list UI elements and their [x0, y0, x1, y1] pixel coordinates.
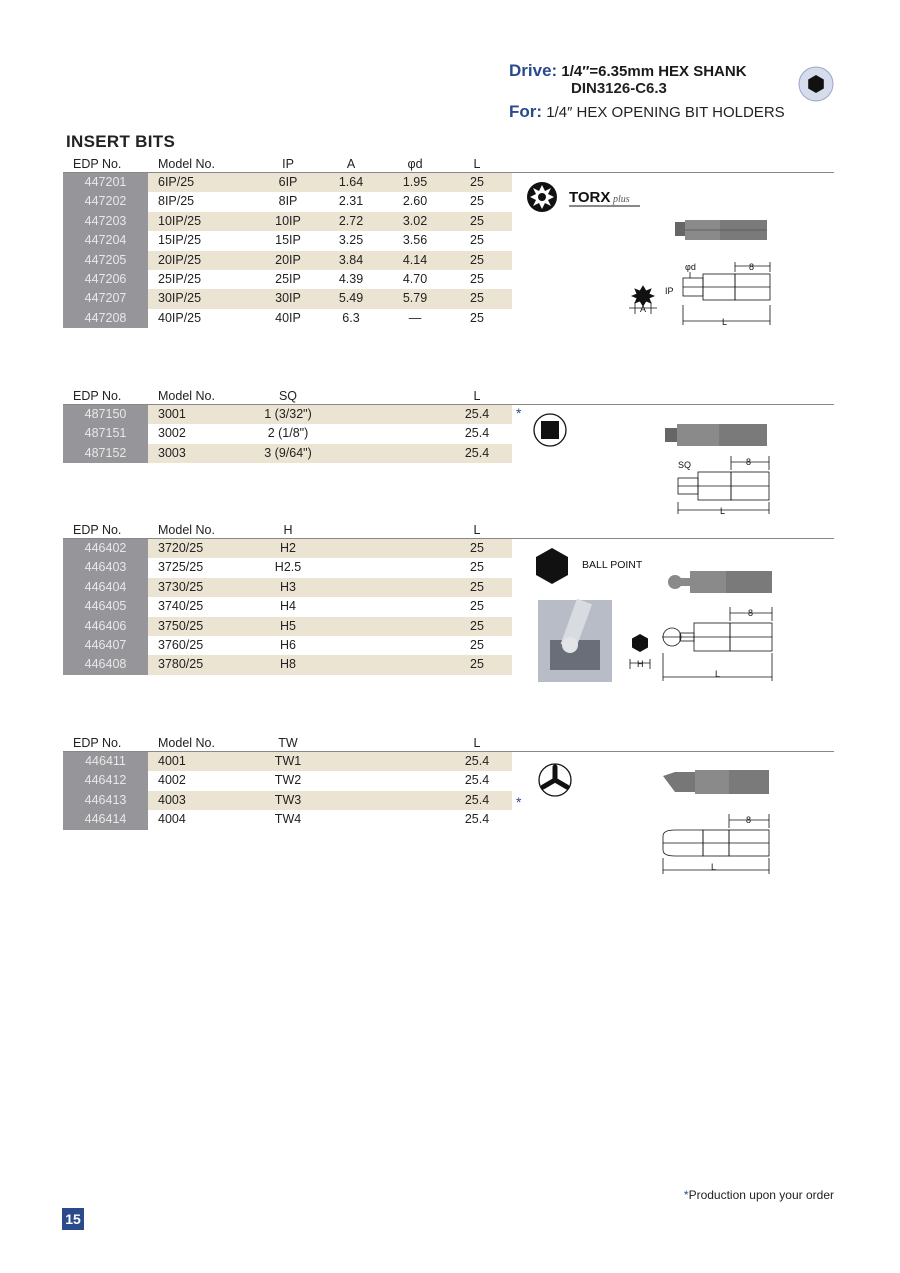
ip-cell: 40IP: [275, 310, 301, 325]
table-row: [63, 173, 512, 192]
a-cell: 2.72: [338, 213, 364, 228]
edp-cell: 446414: [63, 810, 148, 829]
l-cell: 25: [470, 310, 484, 325]
col-edp: EDP No.: [73, 389, 122, 403]
col-model: Model No.: [158, 523, 215, 537]
edp-cell: 447206: [63, 270, 148, 289]
ip-cell: 10IP: [275, 213, 301, 228]
edp-cell: 447203: [63, 212, 148, 231]
h-cell: H4: [280, 599, 296, 614]
hex-bit-figure: [530, 545, 785, 685]
phid-cell: 3.56: [402, 233, 428, 248]
a-cell: 4.39: [338, 271, 364, 286]
col-edp: EDP No.: [73, 736, 122, 750]
phid-cell: 1.95: [402, 175, 428, 189]
h-cell: H5: [280, 618, 296, 633]
l-cell: 25.4: [464, 812, 490, 827]
edp-cell: 446403: [63, 558, 148, 577]
a-cell: 3.84: [338, 252, 364, 267]
l-cell: 25: [470, 599, 484, 614]
l-cell: 25: [470, 291, 484, 306]
h-cell: H8: [280, 657, 296, 672]
dim-l: L: [722, 317, 728, 327]
footnote-text: Production upon your order: [688, 1188, 834, 1202]
table-row: [63, 424, 512, 443]
a-cell: 6.3: [342, 310, 360, 325]
ip-cell: 8IP: [278, 194, 298, 209]
ip-cell: 6IP: [278, 175, 298, 189]
edp-cell: 446413: [63, 791, 148, 810]
col-model: Model No.: [158, 157, 215, 171]
table-row: [63, 539, 512, 558]
col-phid: φd: [407, 157, 423, 171]
tw-cell: TW4: [274, 812, 302, 827]
dim-l: L: [711, 862, 717, 872]
hex-bit-photo-icon: [668, 571, 772, 593]
table-header: [63, 521, 834, 539]
dim-eight: 8: [748, 608, 754, 618]
dim-phi-d: φd: [685, 262, 696, 272]
triwing-bit-photo-icon: [663, 770, 769, 794]
torx-logo-icon: [527, 182, 557, 212]
model-cell: 3740/25: [158, 599, 204, 614]
edp-cell: 487151: [63, 424, 148, 443]
col-edp: EDP No.: [73, 157, 122, 171]
torx-bit-photo-icon: [675, 220, 767, 240]
dim-h: H: [637, 659, 644, 669]
dim-l: L: [715, 669, 721, 679]
model-cell: 4001: [158, 754, 186, 768]
page-number: 15: [62, 1208, 84, 1230]
footnote-star: *: [683, 1188, 689, 1202]
section-title: INSERT BITS: [66, 132, 176, 151]
l-cell: 25.4: [464, 754, 490, 768]
drive-value-2: DIN3126-C6.3: [571, 80, 667, 97]
square-bit-photo-icon: [665, 424, 767, 446]
table-row: [63, 810, 512, 829]
dim-eight: 8: [746, 457, 752, 467]
table-row: [63, 192, 512, 211]
tw-cell: TW1: [274, 754, 302, 768]
triwing-bit-figure: [535, 760, 780, 880]
square-bit-figure: [530, 410, 780, 520]
ip-cell: 20IP: [275, 252, 301, 267]
drive-label: Drive:: [509, 61, 558, 80]
model-cell: 40IP/25: [158, 310, 202, 325]
table-row: [63, 405, 512, 424]
edp-cell: 447207: [63, 289, 148, 308]
footnote: [684, 1188, 834, 1202]
model-cell: 3760/25: [158, 637, 204, 652]
model-cell: 25IP/25: [158, 271, 202, 286]
torx-logo-text: TORX: [569, 189, 611, 206]
hex-drive-icon: [536, 548, 568, 584]
table-row: [63, 270, 512, 289]
col-sq: SQ: [278, 389, 298, 403]
a-cell: 3.25: [338, 233, 364, 248]
table-row: [63, 212, 512, 231]
l-cell: 25: [470, 657, 484, 672]
table-row: [63, 655, 512, 674]
h-cell: H2.5: [274, 560, 302, 575]
edp-cell: 446406: [63, 617, 148, 636]
dim-a: A: [640, 304, 647, 314]
edp-cell: 446407: [63, 636, 148, 655]
l-cell: 25.4: [464, 407, 490, 421]
table-row: [63, 289, 512, 308]
phid-cell: 4.70: [402, 271, 428, 286]
for-value: 1/4″ HEX OPENING BIT HOLDERS: [546, 104, 785, 121]
table-row: [63, 558, 512, 577]
dim-ip: IP: [665, 286, 674, 296]
table-header: [63, 734, 834, 752]
production-star: *: [516, 405, 522, 421]
drive-value: 1/4″=6.35mm HEX SHANK: [561, 63, 747, 80]
tw-cell: TW3: [274, 792, 302, 807]
hex-small-icon: [632, 634, 648, 652]
sq-cell: 2 (1/8"): [267, 426, 309, 441]
l-cell: 25: [470, 175, 484, 189]
edp-cell: 447201: [63, 173, 148, 192]
dim-eight: 8: [746, 815, 752, 825]
ip-cell: 30IP: [275, 291, 301, 306]
table-row: [63, 597, 512, 616]
model-cell: 4003: [158, 792, 186, 807]
edp-cell: 447208: [63, 309, 148, 328]
l-cell: 25.4: [464, 792, 490, 807]
sq-cell: 3 (9/64"): [264, 445, 312, 460]
ip-cell: 15IP: [275, 233, 301, 248]
col-a: A: [346, 157, 356, 171]
l-cell: 25: [470, 252, 484, 267]
model-cell: 3720/25: [158, 541, 204, 555]
production-star: *: [516, 794, 522, 810]
phid-cell: —: [408, 310, 422, 325]
l-cell: 25: [470, 637, 484, 652]
model-cell: 8IP/25: [158, 194, 195, 209]
model-cell: 4004: [158, 812, 186, 827]
model-cell: 4002: [158, 773, 186, 788]
phid-cell: 2.60: [402, 194, 428, 209]
col-l: L: [473, 736, 481, 750]
model-cell: 30IP/25: [158, 291, 202, 306]
for-line: [509, 103, 839, 122]
h-cell: H6: [280, 637, 296, 652]
edp-cell: 447202: [63, 192, 148, 211]
model-cell: 20IP/25: [158, 252, 202, 267]
model-cell: 3001: [158, 407, 186, 421]
ball-point-label: BALL POINT: [582, 559, 643, 571]
ip-cell: 25IP: [275, 271, 301, 286]
col-tw: TW: [278, 736, 298, 750]
table-row: [63, 752, 512, 771]
phid-cell: 3.02: [402, 213, 428, 228]
model-cell: 3725/25: [158, 560, 204, 575]
l-cell: 25: [470, 194, 484, 209]
h-cell: H3: [280, 579, 296, 594]
sq-cell: 1 (3/32"): [264, 407, 312, 421]
col-model: Model No.: [158, 389, 215, 403]
model-cell: 3730/25: [158, 579, 204, 594]
a-cell: 1.64: [338, 175, 364, 189]
dim-sq: SQ: [678, 460, 692, 470]
model-cell: 6IP/25: [158, 175, 195, 189]
edp-cell: 446411: [63, 752, 148, 771]
model-cell: 3780/25: [158, 657, 204, 672]
col-l: L: [473, 523, 481, 537]
l-cell: 25.4: [464, 426, 490, 441]
triwing-drive-icon: [539, 764, 571, 796]
h-cell: H2: [280, 541, 296, 555]
table-header: [63, 387, 834, 405]
l-cell: 25: [470, 560, 484, 575]
drive-line: [509, 62, 839, 81]
l-cell: 25: [470, 233, 484, 248]
edp-cell: 487152: [63, 444, 148, 463]
model-cell: 10IP/25: [158, 213, 202, 228]
col-l: L: [473, 157, 481, 171]
drive-spec: [509, 62, 839, 122]
edp-cell: 447205: [63, 251, 148, 270]
ball-point-photo-icon: [538, 599, 612, 682]
edp-cell: 446412: [63, 771, 148, 790]
l-cell: 25: [470, 579, 484, 594]
for-label: For:: [509, 102, 543, 121]
l-cell: 25: [470, 541, 484, 555]
col-l: L: [473, 389, 481, 403]
l-cell: 25: [470, 271, 484, 286]
table-row: [63, 771, 512, 790]
torx-logo-suffix: plus: [613, 194, 630, 205]
a-cell: 2.31: [338, 194, 364, 209]
table-header: [63, 155, 834, 173]
phid-cell: 5.79: [402, 291, 428, 306]
l-cell: 25: [470, 213, 484, 228]
l-cell: 25.4: [464, 445, 490, 460]
table-row: [63, 617, 512, 636]
phid-cell: 4.14: [402, 252, 428, 267]
edp-cell: 446402: [63, 539, 148, 558]
col-model: Model No.: [158, 736, 215, 750]
a-cell: 5.49: [338, 291, 364, 306]
model-cell: 3750/25: [158, 618, 204, 633]
hex-shank-icon: [798, 66, 834, 102]
edp-cell: 447204: [63, 231, 148, 250]
table-row: [63, 578, 512, 597]
l-cell: 25: [470, 618, 484, 633]
edp-cell: 446404: [63, 578, 148, 597]
table-row: [63, 444, 512, 463]
edp-cell: 446405: [63, 597, 148, 616]
tw-cell: TW2: [274, 773, 302, 788]
hex-bit-drawing: [630, 607, 772, 681]
edp-cell: 446408: [63, 655, 148, 674]
model-cell: 3003: [158, 445, 186, 460]
table-row: [63, 251, 512, 270]
dim-l: L: [720, 506, 726, 516]
table-row: [63, 231, 512, 250]
col-ip: IP: [282, 157, 294, 171]
dim-eight: 8: [749, 262, 755, 272]
edp-cell: 487150: [63, 405, 148, 424]
col-edp: EDP No.: [73, 523, 122, 537]
torx-bit-figure: [525, 180, 785, 330]
col-h: H: [283, 523, 293, 537]
model-cell: 3002: [158, 426, 186, 441]
square-drive-icon: [534, 414, 566, 446]
table-row: [63, 309, 512, 328]
table-row: [63, 791, 512, 810]
l-cell: 25.4: [464, 773, 490, 788]
model-cell: 15IP/25: [158, 233, 202, 248]
table-row: [63, 636, 512, 655]
